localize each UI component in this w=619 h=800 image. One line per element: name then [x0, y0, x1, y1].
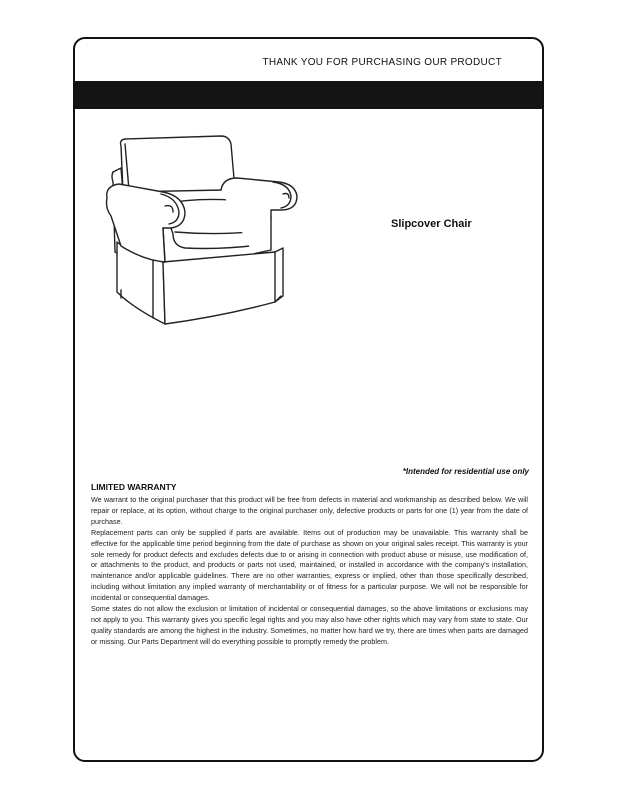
warranty-paragraph: We warrant to the original purchaser that this product will be free from defects in material and workmanship as described below. We will repair or replace, at its option, without charge to the original purchaser only, defective products or parts for one (1) year from the date of purchase. — [91, 495, 528, 526]
warranty-heading: LIMITED WARRANTY — [91, 482, 177, 492]
warranty-paragraph: Some states do not allow the exclusion or limitation of incidental or consequential damages, so the above limitations or exclusions may not apply to you. This warranty gives you specific legal rights and you may also have other rights which may vary from state to state. Our quality standards are among the highest in the industry. Sometimes, no matter how hard we try, there are times when parts are damaged or missing. Our Parts Department will do everything possible to promptly remedy the problem. — [91, 604, 528, 646]
header-bar — [75, 81, 542, 109]
residential-use-note: *Intended for residential use only — [402, 467, 529, 476]
armchair-illustration — [103, 132, 313, 328]
product-name: Slipcover Chair — [391, 218, 472, 230]
page-title: THANK YOU FOR PURCHASING OUR PRODUCT — [262, 57, 502, 68]
warranty-paragraph: Replacement parts can only be supplied if parts are available. Items out of production may be unavailable. This warranty shall be effective for the applicable time period beginning from the date of purchase as shown on your original sales receipt. This warranty is your sole remedy for product defects and excludes defects due to or arising in connection with product abuse or misuse, use modification of, or attachments to the product, and products or parts not used, maintained, or installed in accordance with the company's installation, maintenance and/or applicable guidelines. There are no other warranties, express or implied, other than those specifically described, including without limitation any implied warranty of merchantability or of fitness for a particular purpose. We will not be responsible for incidental or consequential damages. — [91, 527, 528, 603]
warranty-body — [91, 495, 528, 648]
page-frame — [73, 37, 544, 762]
